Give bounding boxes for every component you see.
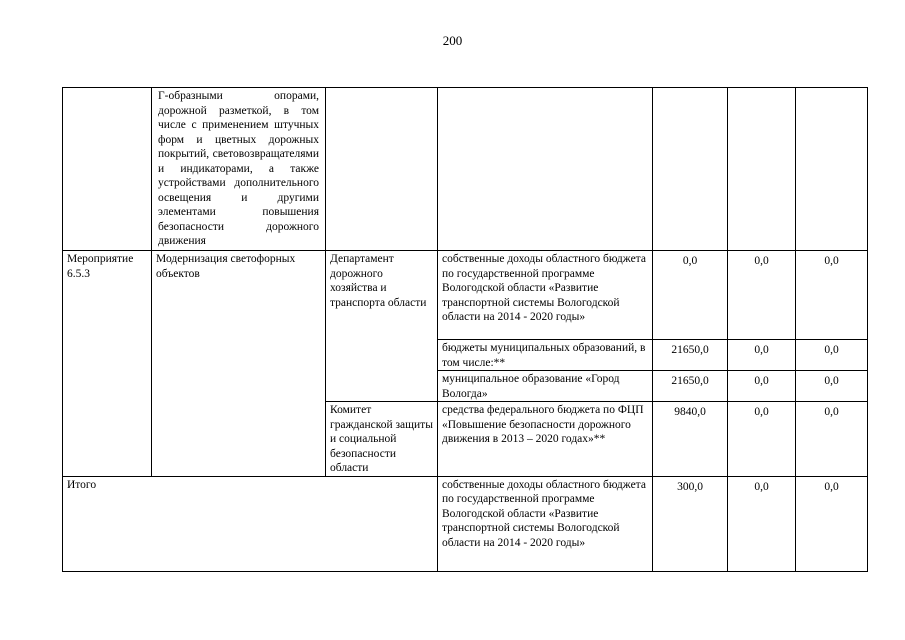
source-cell [438,88,653,251]
value-cell: 0,0 [796,251,868,340]
value-cell: 300,0 [653,476,728,571]
value-cell [728,88,796,251]
executor-cell [326,88,438,251]
value-cell: 0,0 [728,476,796,571]
source-cell: собственные доходы областного бюджета по государственной программе Вологодской области «Развитие транспортной системы Вологодской области на 2014 - 2020 годы» [438,251,653,340]
table-row [63,476,868,571]
value-cell: 21650,0 [653,340,728,371]
value-cell: 0,0 [728,371,796,402]
source-cell: собственные доходы областного бюджета по государственной программе Вологодской области «Развитие транспортной системы Вологодской области на 2014 - 2020 годы» [438,476,653,571]
value-cell [796,88,868,251]
value-cell: 0,0 [653,251,728,340]
measure-label: Мероприятие 6.5.3 [63,251,152,477]
measure-description: Модернизация светофорных объектов [152,251,326,477]
total-label: Итого [63,476,438,571]
value-cell: 0,0 [728,340,796,371]
source-cell: средства федерального бюджета по ФЦП «Повышение безопасности дорожного движения в 2013 – 2020 годах»** [438,402,653,477]
source-cell: бюджеты муниципальных образований, в том числе:** [438,340,653,371]
budget-table [62,87,868,572]
value-cell: 0,0 [796,402,868,477]
value-cell: 0,0 [728,402,796,477]
page-number: 200 [442,33,463,48]
source-cell: муниципальное образование «Город Вологда» [438,371,653,402]
value-cell: 0,0 [796,340,868,371]
table-row [63,88,868,251]
executor-cell: Департамент дорожного хозяйства и транспорта области [326,251,438,402]
value-cell: 21650,0 [653,371,728,402]
value-cell: 0,0 [796,476,868,571]
value-cell [653,88,728,251]
value-cell: 9840,0 [653,402,728,477]
measure-cell [63,88,152,251]
description-cell: Г-образными опорами, дорожной разметкой, в том числе с применением штучных форм и цветных дорожных покрытий, световозвращателями и индикаторами, а также устройствами дополнительного освещения и другими элементами повышения безопасности дорожного движения [152,88,326,251]
value-cell: 0,0 [728,251,796,340]
executor-cell: Комитет гражданской защиты и социальной безопасности области [326,402,438,477]
value-cell: 0,0 [796,371,868,402]
table-row [63,251,868,340]
